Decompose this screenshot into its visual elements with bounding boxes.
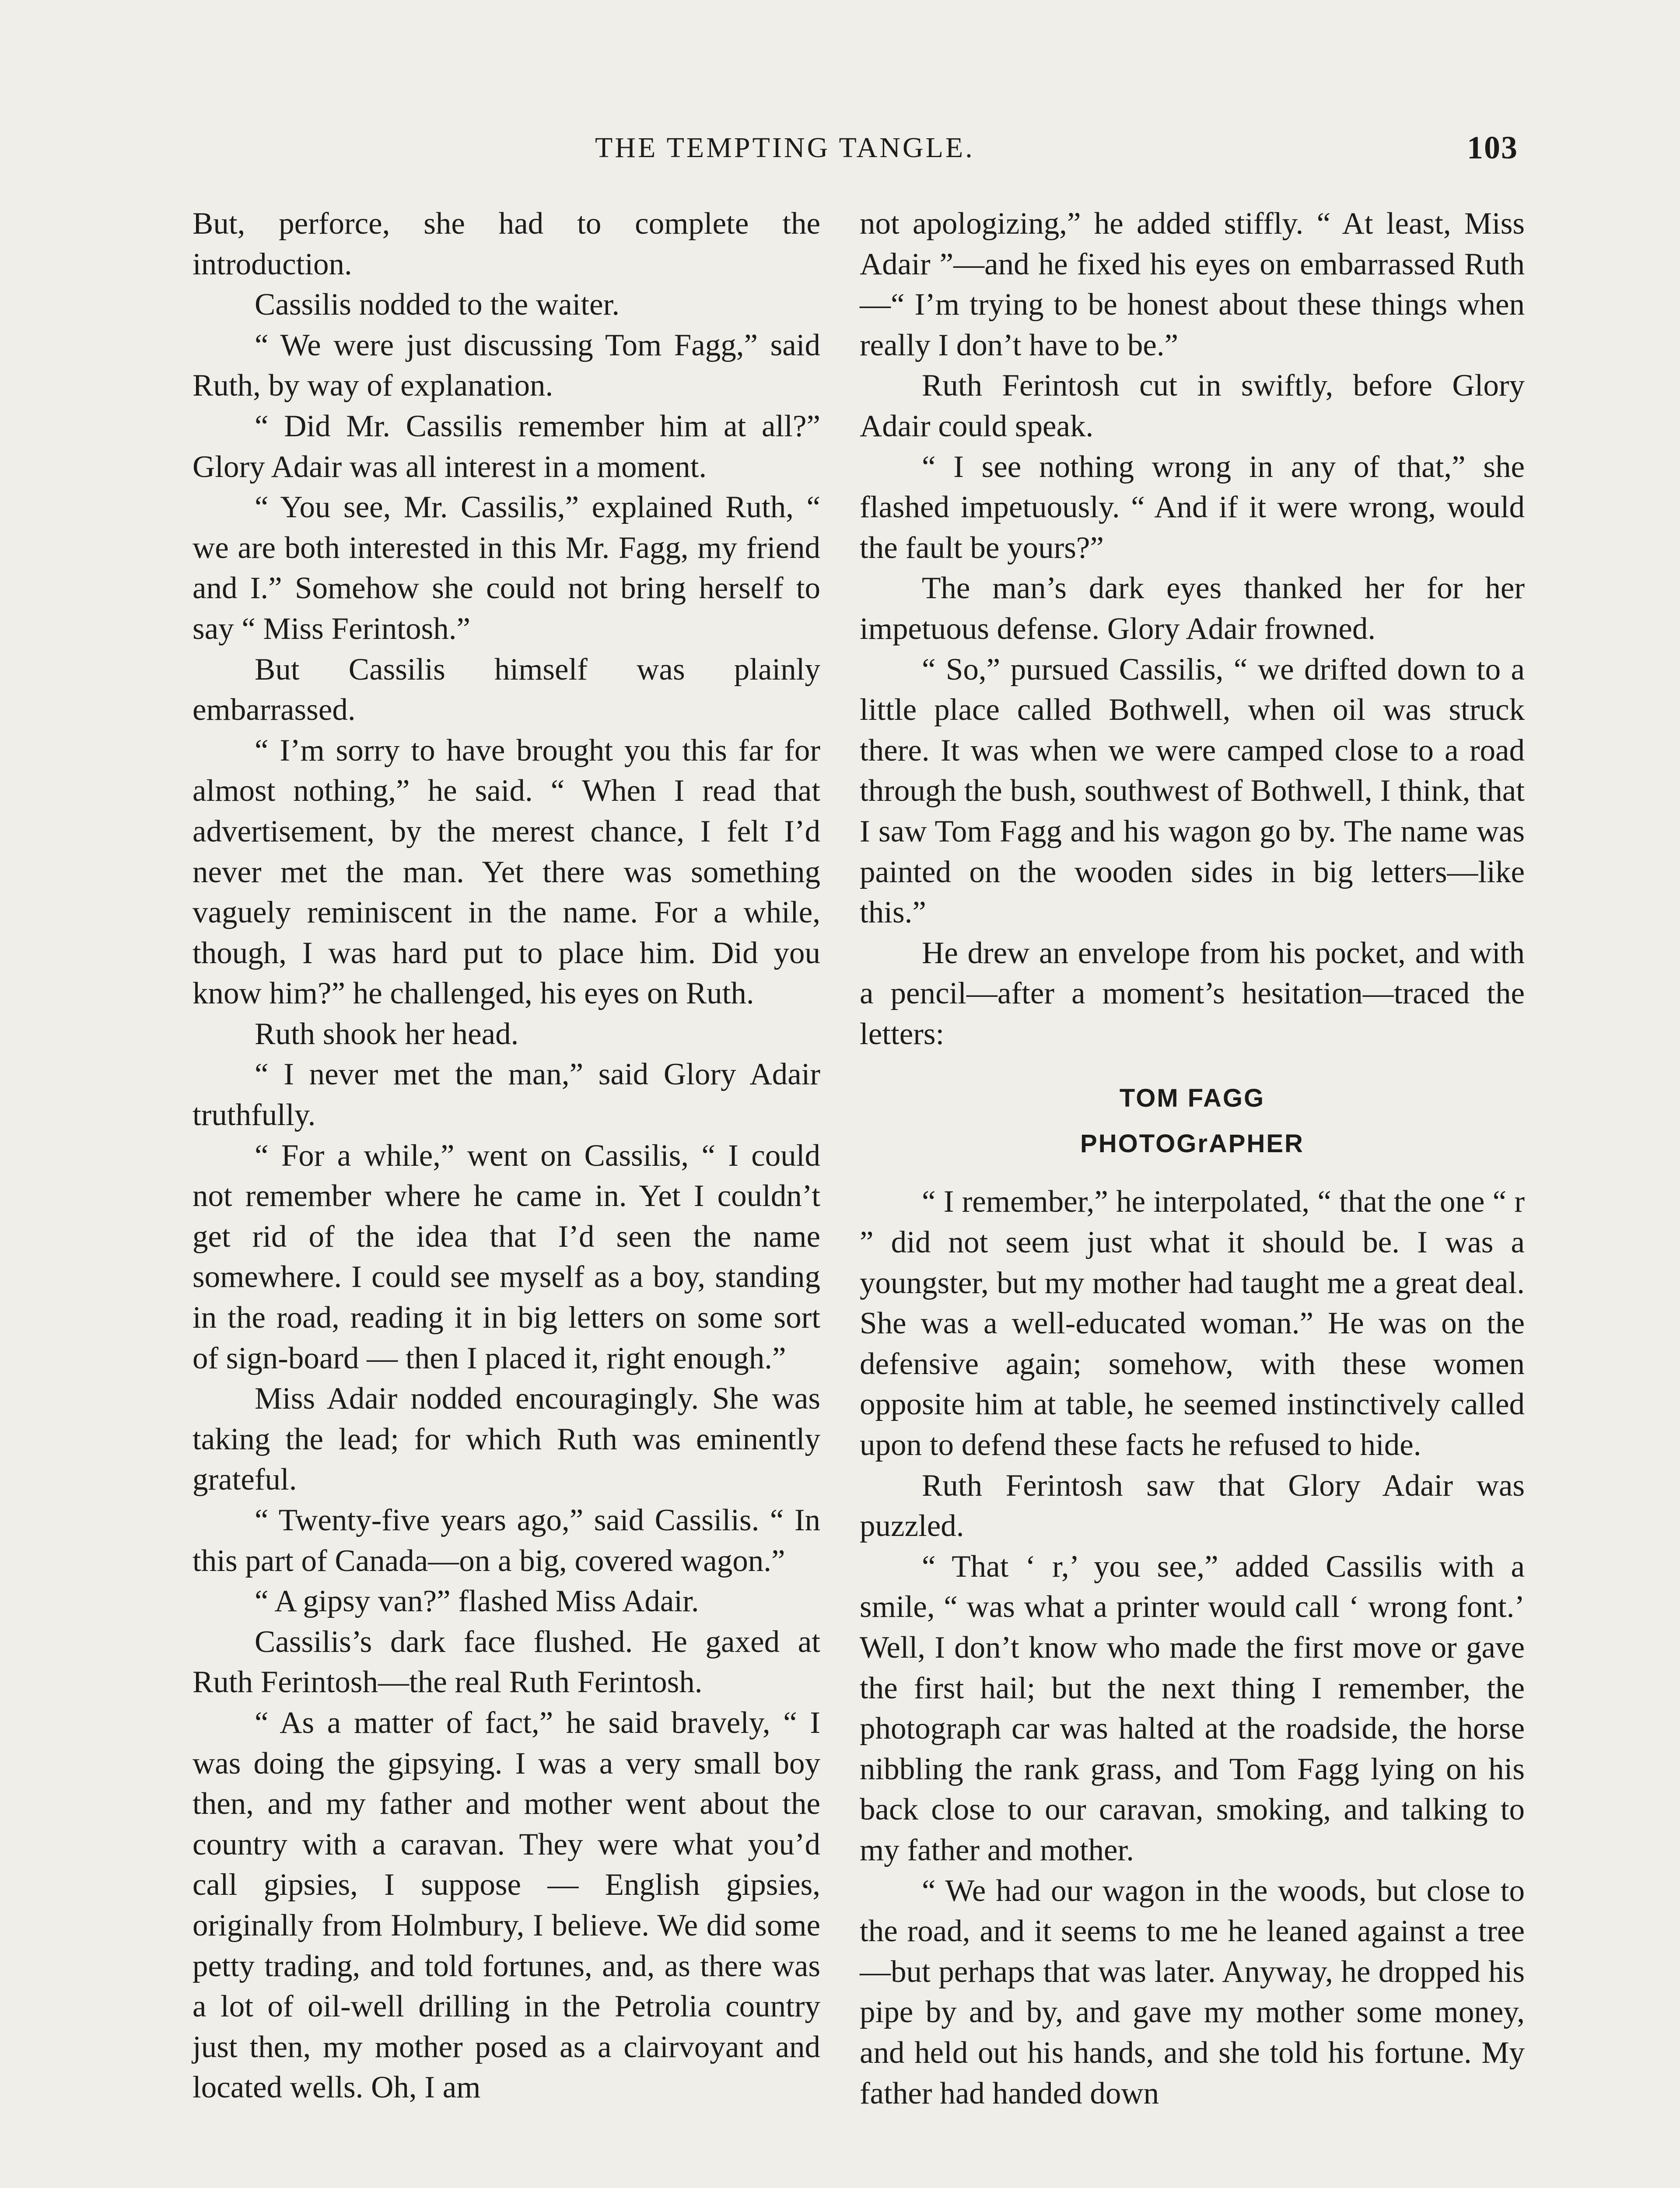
paragraph: “ You see, Mr. Cassilis,” explained Ruth, “ we are both interested in this Mr. Fagg, my friend and I.” Somehow she could not bring herself to say “ Miss Ferintosh.” [192,490,820,646]
paragraph: not apologizing,” he added stiffly. “ At least, Miss Adair ”—and he fixed his eyes on embarrassed Ruth—“ I’m trying to be honest about these things when really I don’t have to be.” [860,207,1525,362]
sign-line-name: TOM FAGG [1119,1084,1265,1113]
left-column [192,203,820,2108]
paragraph: “ I never met the man,” said Glory Adair truthfully. [192,1057,820,1133]
paragraph: But, perforce, she had to complete the introduction. [192,207,820,281]
right-column [860,203,1525,2114]
paragraph: “ That ‘ r,’ you see,” added Cassilis with a smile, “ was what a printer would call ‘ wrong font.’ Well, I don’t know who made the first move or gave the first hail; but the next thing I remember, the photograph car was halted at the roadside, the horse nibbling the rank grass, and Tom Fagg lying on his back close to our caravan, smoking, and talking to my father and mother. [860,1549,1525,1867]
paragraph: “ I remember,” he interpolated, “ that the one “ r ” did not seem just what it should be. I was a youngster, but my mother had taught me a great deal. She was a well-educated woman.” He was on the defensive again; somehow, with these women opposite him at table, he seemed instinctively called upon to defend these facts he refused to hide. [860,1185,1525,1462]
paragraph: “ For a while,” went on Cassilis, “ I could not remember where he came in. Yet I couldn’t get rid of the idea that I’d seen the name somewhere. I could see myself as a boy, standing in the road, reading it in big letters on some sort of sign-board — then I placed it, right enough.” [192,1138,820,1375]
paragraph: Cassilis nodded to the waiter. [255,288,620,322]
paragraph: Miss Adair nodded encouragingly. She was taking the lead; for which Ruth was eminently grateful. [192,1382,820,1497]
paragraph: Ruth Ferintosh cut in swiftly, before Glory Adair could speak. [860,368,1525,443]
paragraph: “ So,” pursued Cassilis, “ we drifted down to a little place called Bothwell, when oil was struck there. It was when we were camped close to a road through the bush, southwest of Bothwell, I think, that I saw Tom Fagg and his wagon go by. The name was painted on the wooden sides in big letters—like this.” [860,652,1525,930]
paragraph: “ As a matter of fact,” he said bravely, “ I was doing the gipsying. I was a very small boy then, and my father and mother went about the country with a caravan. They were what you’d call gipsies, I suppose — English gipsies, originally from Holmbury, I believe. We did some petty trading, and told fortunes, and, as there was a lot of oil-well drilling in the Petrolia country just then, my mother posed as a clairvoyant and located wells. Oh, I am [192,1705,820,2105]
paragraph: “ We were just discussing Tom Fagg,” said Ruth, by way of explanation. [192,328,820,403]
paragraph: He drew an envelope from his pocket, and with a pencil—after a moment’s hesitation—traced the letters: [860,936,1525,1051]
paragraph: Cassilis’s dark face flushed. He gaxed at Ruth Ferintosh—the real Ruth Ferintosh. [192,1624,820,1700]
paragraph: “ We had our wagon in the woods, but close to the road, and it seems to me he leaned against a tree—but perhaps that was later. Anyway, he dropped his pipe by and by, and gave my mother some money, and held out his hands, and she told his fortune. My father had handed down [860,1873,1525,2111]
paragraph: “ I’m sorry to have brought you this far for almost nothing,” he said. “ When I read that advertisement, by the merest chance, I felt I’d never met the man. Yet there was something vaguely reminiscent in the name. For a while, though, I was hard put to place him. Did you know him?” he challenged, his eyes on Ruth. [192,733,820,1011]
paragraph: “ Twenty-five years ago,” said Cassilis. “ In this part of Canada—on a big, covered wagon.” [192,1503,820,1578]
paragraph: But Cassilis himself was plainly embarrassed. [192,652,820,727]
running-header [542,123,1518,171]
running-title: THE TEMPTING TANGLE. [595,132,975,164]
paragraph: The man’s dark eyes thanked her for her impetuous defense. Glory Adair frowned. [860,571,1525,646]
paragraph: Ruth shook her head. [255,1017,519,1051]
sign-line-occupation: PHOTOGrAPHER [1080,1129,1304,1158]
paragraph: “ Did Mr. Cassilis remember him at all?” Glory Adair was all interest in a moment. [192,409,820,484]
paragraph: “ A gipsy van?” flashed Miss Adair. [255,1584,699,1619]
paragraph: “ I see nothing wrong in any of that,” she flashed impetuously. “ And if it were wrong, would the fault be yours?” [860,449,1525,565]
paragraph: Ruth Ferintosh saw that Glory Adair was puzzled. [860,1468,1525,1543]
page-number: 103 [1467,130,1518,166]
